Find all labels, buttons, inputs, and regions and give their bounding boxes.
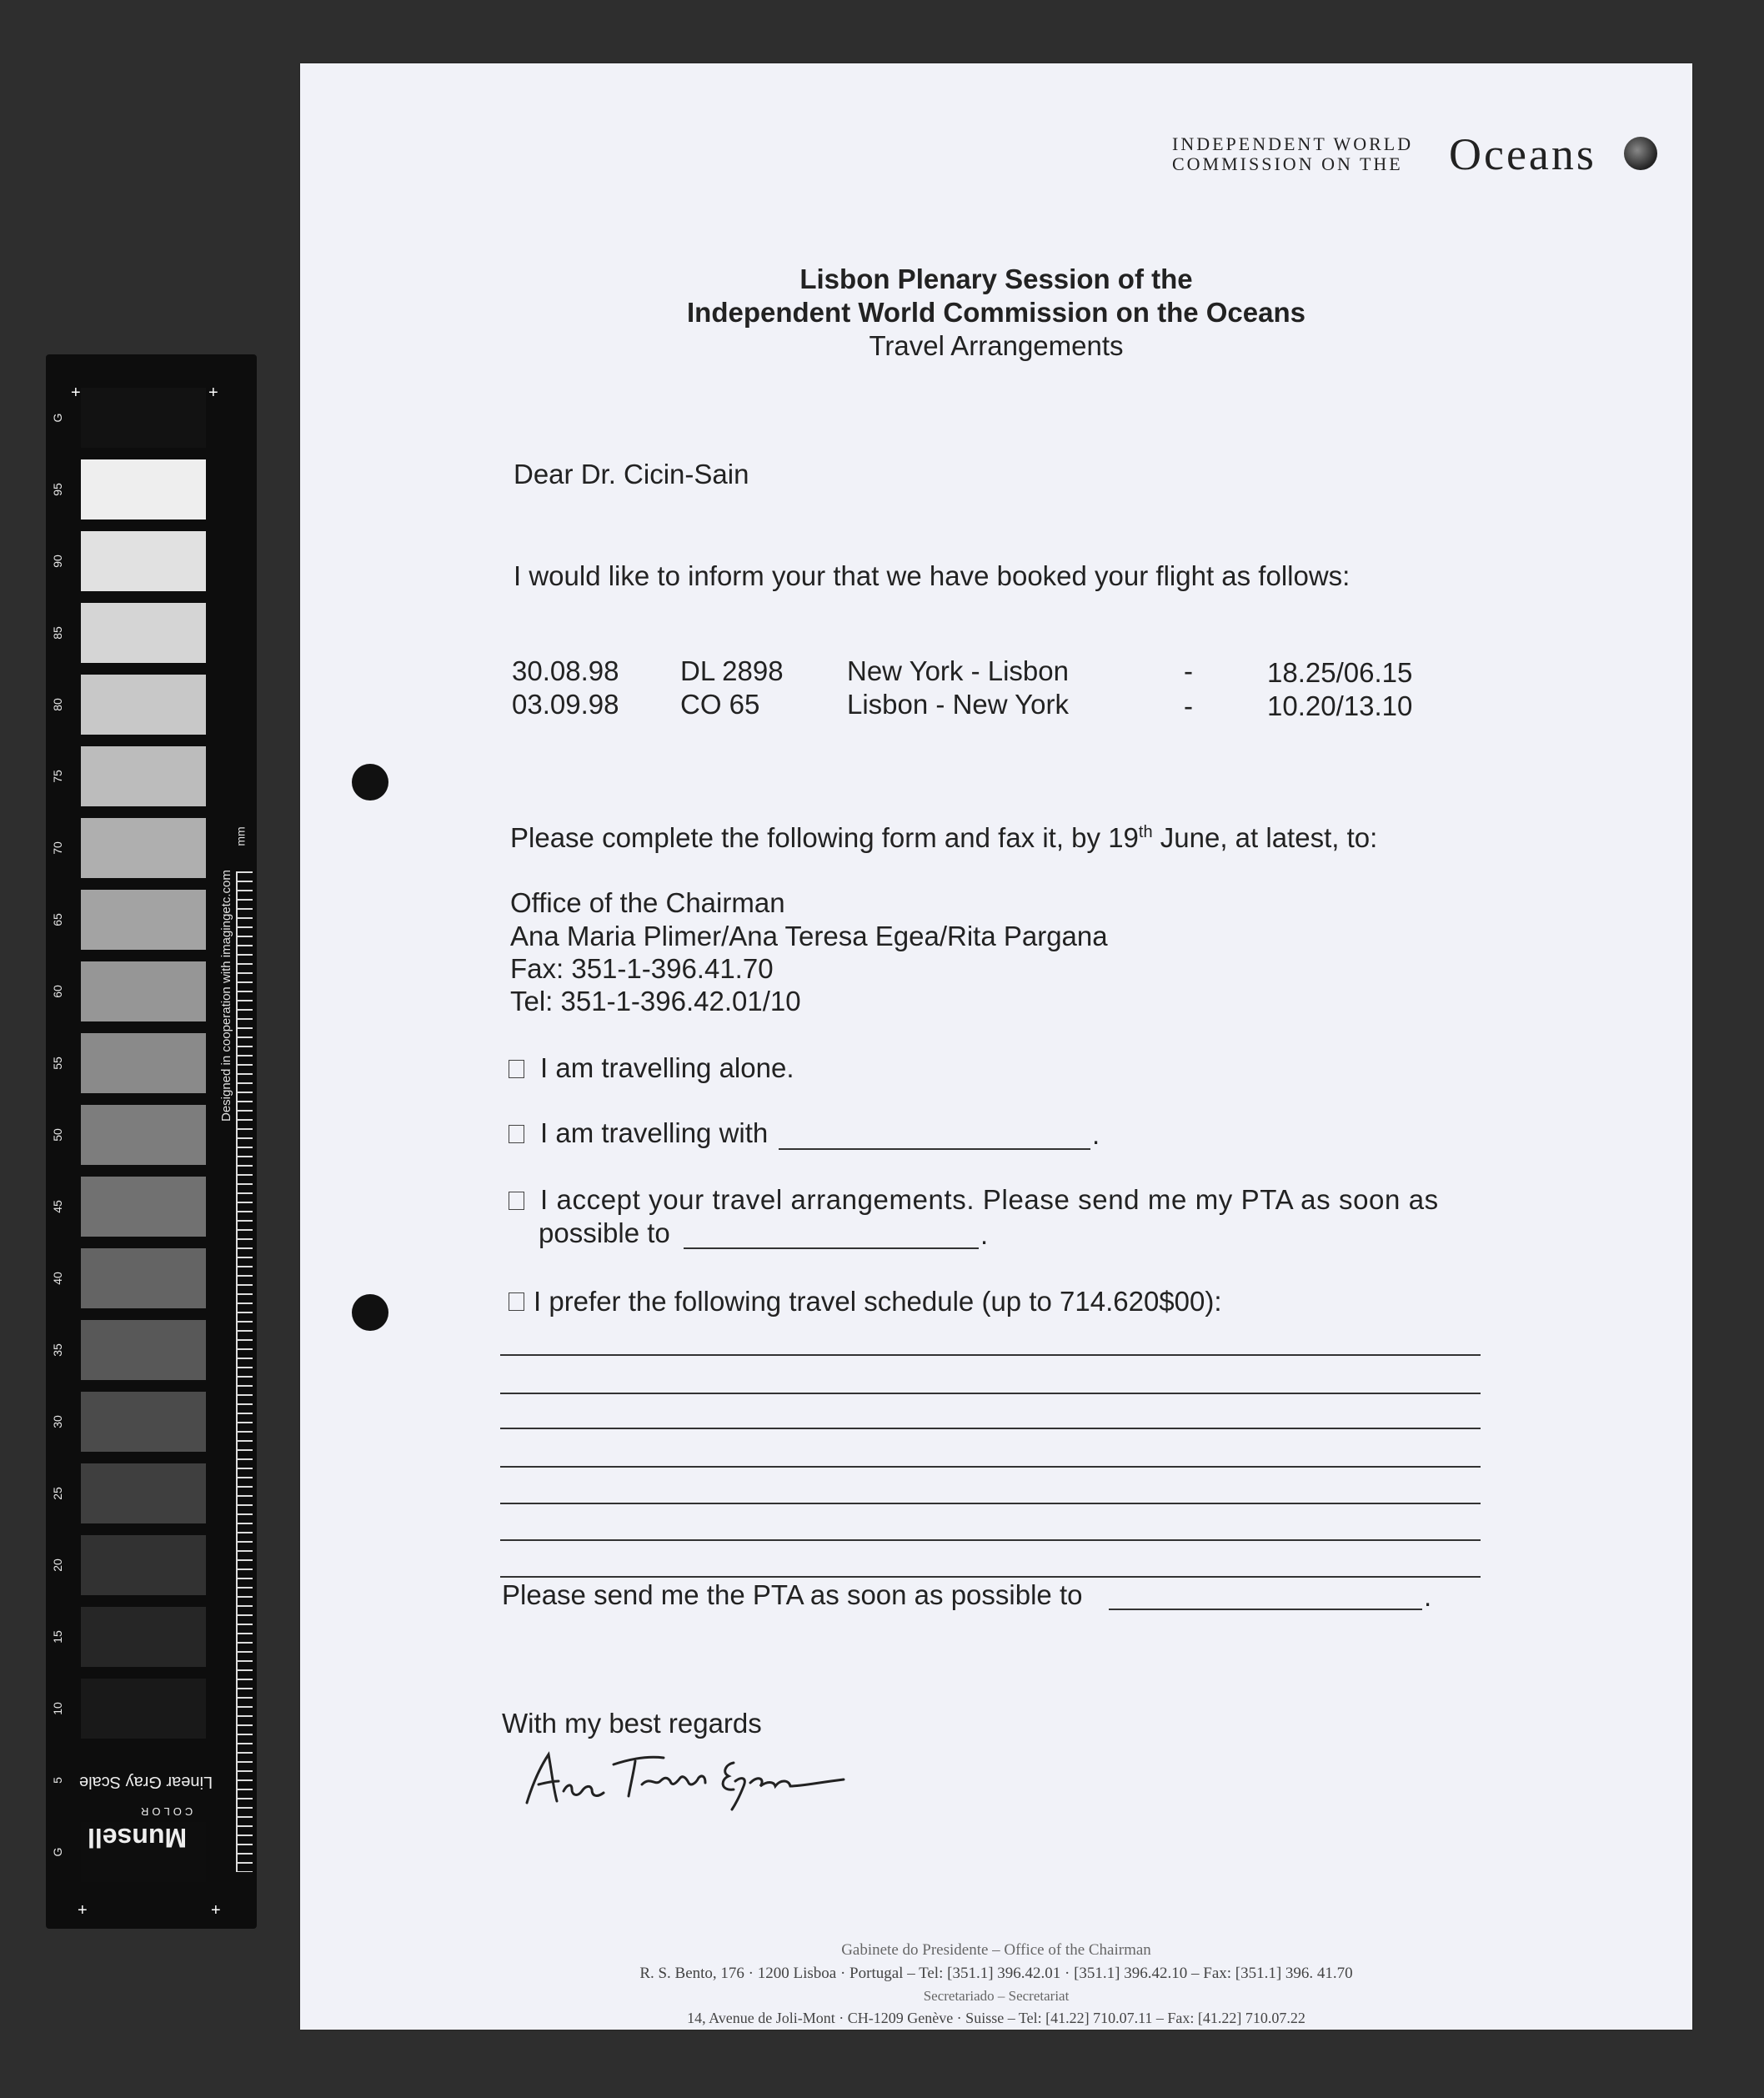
gray-patch: [81, 1105, 206, 1165]
gray-patch: [81, 1177, 206, 1237]
intro-text: I would like to inform your that we have booked your flight as follows:: [514, 560, 1351, 591]
gray-patch: [81, 675, 206, 735]
gray-patch-label: 85: [51, 626, 64, 640]
globe-icon: [1624, 137, 1657, 170]
schedule-line[interactable]: [500, 1466, 1481, 1468]
instruction-text: [510, 822, 1377, 854]
munsell-logo-text: Munsell: [88, 1823, 188, 1853]
gray-patch-label: 35: [51, 1343, 64, 1357]
footer-line2: R. S. Bento, 176 · 1200 Lisboa · Portugal – Tel: [351.1] 396.42.01 · [351.1] 396.42.10 – Fax: [351.1] 396. 41.70: [639, 1965, 1353, 1982]
plus-mark: +: [211, 1901, 221, 1920]
gray-patch: [81, 531, 206, 591]
schedule-line[interactable]: [500, 1428, 1481, 1429]
period: .: [1092, 1119, 1100, 1150]
gray-patch: [81, 1248, 206, 1308]
gray-patch-label: 45: [51, 1200, 64, 1213]
title-line1: Lisbon Plenary Session of the: [799, 264, 1193, 294]
plus-mark: +: [71, 384, 81, 402]
checkbox-prefer-schedule[interactable]: [509, 1292, 524, 1311]
footer-line3: Secretariado – Secretariat: [923, 1988, 1070, 2004]
mm-ruler: [236, 871, 253, 1872]
schedule-line[interactable]: [500, 1539, 1481, 1541]
gray-patch-label: G: [51, 1847, 64, 1857]
punch-hole: [352, 1294, 388, 1331]
schedule-line[interactable]: [500, 1393, 1481, 1394]
gray-patch: [81, 459, 206, 519]
gray-patch: [81, 603, 206, 663]
gray-scale-strip: [46, 354, 257, 1929]
option-prefer-schedule: I prefer the following travel schedule (up to 714.620$00):: [534, 1286, 1222, 1317]
flight-date: 03.09.98: [512, 689, 619, 720]
flight-number: CO 65: [680, 689, 760, 720]
letterhead-line1: INDEPENDENT WORLD: [1172, 133, 1414, 154]
gray-patch-label: 65: [51, 913, 64, 926]
travelling-with-blank[interactable]: [779, 1148, 1090, 1150]
gray-patch-label: 40: [51, 1272, 64, 1285]
instruction-after: June, at latest, to:: [1152, 822, 1378, 853]
gray-patch-label: 70: [51, 841, 64, 855]
gray-patch: [81, 890, 206, 950]
footer-line1: Gabinete do Presidente – Office of the Chairman: [841, 1941, 1151, 1959]
schedule-line[interactable]: [500, 1576, 1481, 1578]
gray-patch: [81, 1320, 206, 1380]
option-travelling-with: I am travelling with: [540, 1117, 769, 1148]
gray-patch: [81, 961, 206, 1021]
signature: [517, 1739, 867, 1814]
plus-mark: +: [208, 384, 218, 402]
title-line3: Travel Arrangements: [869, 330, 1124, 361]
gray-patch: [81, 1392, 206, 1452]
gray-patch-label: 5: [51, 1777, 64, 1784]
checkbox-travelling-alone[interactable]: [509, 1060, 524, 1078]
flight-number: DL 2898: [680, 655, 784, 686]
gray-patch: [81, 1033, 206, 1093]
flight-times: 18.25/06.15: [1267, 657, 1413, 688]
instruction-sup: th: [1138, 823, 1153, 841]
checkbox-travelling-with[interactable]: [509, 1125, 524, 1143]
gray-patch-label: 15: [51, 1630, 64, 1644]
munsell-color-label: COLOR: [138, 1805, 193, 1818]
schedule-line[interactable]: [500, 1354, 1481, 1356]
gray-patch-label: 10: [51, 1702, 64, 1715]
gray-patch: [81, 1607, 206, 1667]
office-line2: Ana Maria Plimer/Ana Teresa Egea/Rita Pargana: [510, 921, 1108, 951]
gray-patch-label: 60: [51, 985, 64, 998]
flight-dash: -: [1184, 655, 1193, 686]
gray-patch: [81, 1463, 206, 1523]
office-fax: Fax: 351-1-396.41.70: [510, 953, 774, 984]
footer-line4: 14, Avenue de Joli-Mont · CH-1209 Genève · Suisse – Tel: [41.22] 710.07.11 – Fax: [41.22] 710.07.22: [687, 2010, 1305, 2026]
flight-route: Lisbon - New York: [847, 689, 1069, 720]
closing: With my best regards: [502, 1708, 762, 1739]
designed-by-text: Designed in cooperation with imagingetc.com: [219, 870, 233, 1122]
gray-patch-label: 75: [51, 770, 64, 783]
gray-patch-label: 95: [51, 483, 64, 496]
gray-patch-label: 30: [51, 1415, 64, 1428]
office-line1: Office of the Chairman: [510, 887, 785, 918]
letterhead-oceans: Oceans: [1449, 129, 1596, 179]
gray-patch-label: 50: [51, 1128, 64, 1142]
mm-label: mm: [233, 826, 248, 846]
gray-patch: [81, 746, 206, 806]
letterhead-line2: COMMISSION ON THE: [1172, 153, 1403, 174]
salutation: Dear Dr. Cicin-Sain: [514, 459, 749, 489]
period: .: [980, 1219, 989, 1250]
period: .: [1424, 1581, 1432, 1612]
option-accept-line1: I accept your travel arrangements. Please send me my PTA as soon as: [540, 1184, 1439, 1215]
flight-dash: -: [1184, 690, 1193, 721]
title-line2: Independent World Commission on the Oceans: [687, 297, 1305, 328]
gray-patch: [81, 818, 206, 878]
flight-times: 10.20/13.10: [1267, 690, 1413, 721]
gray-patch-label: 90: [51, 555, 64, 568]
checkbox-accept-arrangements[interactable]: [509, 1192, 524, 1210]
punch-hole: [352, 764, 388, 801]
gray-patch-label: 80: [51, 698, 64, 711]
office-tel: Tel: 351-1-396.42.01/10: [510, 986, 801, 1016]
gray-patch-label: 25: [51, 1487, 64, 1500]
linear-gray-scale-label: Linear Gray Scale: [79, 1773, 213, 1791]
gray-patch: [81, 1679, 206, 1739]
gray-patch: [81, 388, 206, 448]
plus-mark: +: [78, 1901, 88, 1920]
schedule-line[interactable]: [500, 1503, 1481, 1504]
pta-address-blank[interactable]: [1109, 1609, 1422, 1610]
option-travelling-alone: I am travelling alone.: [540, 1052, 794, 1083]
instruction-before: Please complete the following form and fax it, by 19: [510, 822, 1139, 853]
pta-line-text: Please send me the PTA as soon as possible to: [502, 1579, 1083, 1610]
option-accept-line2: possible to: [539, 1217, 670, 1248]
flight-route: New York - Lisbon: [847, 655, 1069, 686]
gray-patch-label: 20: [51, 1558, 64, 1572]
letter-page: [300, 63, 1692, 2030]
gray-patch: [81, 1535, 206, 1595]
accept-address-blank[interactable]: [684, 1247, 979, 1249]
gray-patch-label: G: [51, 413, 64, 423]
flight-date: 30.08.98: [512, 655, 619, 686]
gray-patch-label: 55: [51, 1057, 64, 1070]
